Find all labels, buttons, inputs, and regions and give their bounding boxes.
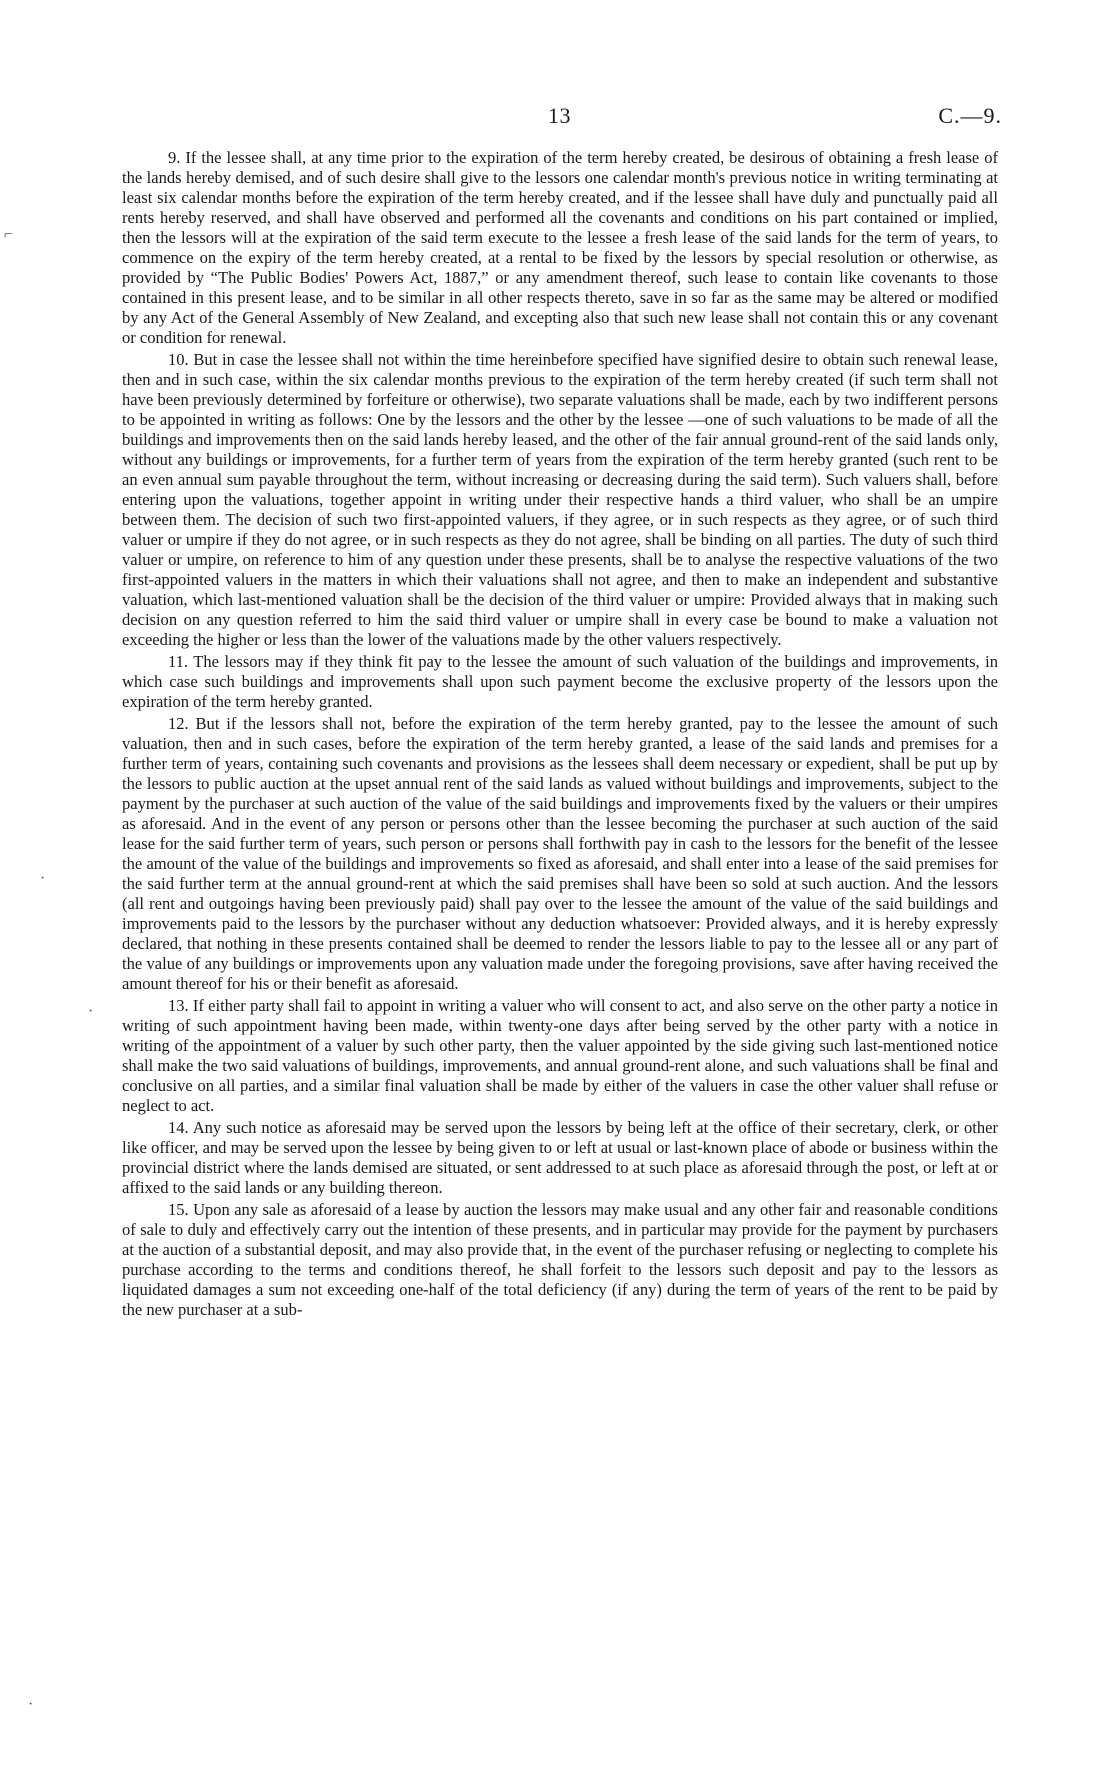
margin-dash-icon: ⌐ [4, 226, 14, 243]
margin-mark-icon: · [40, 870, 46, 887]
document-reference: C.—9. [938, 103, 1002, 128]
clause-10: 10. But in case the lessee shall not within the time hereinbefore specified have signified desire to obtain such renewal lease, then and in such case, within the six calendar months previous to the expiration of the term hereby created (if such term shall not have been previously determined by forfeiture or otherwise), two separate valuations shall be made, each by two indifferent persons to be appointed in writing as follows: One by the lessors and the other by the lessee —one of such valuations to be made of all the buildings and improvements then on the said lands hereby leased, and the other of the fair annual ground-rent of the said lands only, without any buildings or improvements, for a further term of years from the expiration of the term hereby granted (such rent to be an even annual sum payable throughout the term, without increasing or decreasing during the said term). Such valuers shall, before entering upon the valuations, together appoint in writing under their respective hands a third valuer, who shall be an umpire between them. The decision of such two first-appointed valuers, if they agree, or in such respects as they agree, or of such third valuer or umpire if they do not agree, or in such respects as they do not agree, shall be binding on all parties. The duty of such third valuer or umpire, on reference to him of any question under these presents, shall be to analyse the respective valuations of the two first-appointed valuers in the matters in which their valuations shall not agree, and then to make an independent and substantive valuation, which last-mentioned valuation shall be the decision of the third valuer or umpire: Provided always that in making such decision on any question referred to him the said third valuer or umpire shall in every case be bound to make a valuation not exceeding the higher or less than the lower of the valuations made by the other valuers respectively. [122, 350, 998, 649]
page-number: 13 [548, 103, 571, 128]
clause-12: 12. But if the lessors shall not, before the expiration of the term hereby granted, pay to the lessee the amount of such valuation, then and in such cases, before the expiration of the term hereby granted, a lease of the said lands and premises for a further term of years, containing such covenants and provisions as the lessees shall deem necessary or expedient, shall be put up by the lessors to public auction at the upset annual rent of the said lands as valued without buildings and improvements, subject to the payment by the purchaser at such auction of the value of the said buildings and improvements fixed by the valuers or their umpires as aforesaid. And in the event of any person or persons other than the lessee becoming the purchaser at such auction of the said lease for the said further term of years, such person or persons shall forthwith pay in cash to the lessors for the benefit of the lessee the amount of the value of the buildings and improvements so fixed as aforesaid, and shall enter into a lease of the said premises for the said further term at the annual ground-rent at which the said premises shall have been so sold at such auction. And the lessors (all rent and outgoings having been previously paid) shall pay over to the lessee the amount of the value of the said buildings and improvements paid to the lessors by the purchaser without any deduction whatsoever: Provided always, and it is hereby expressly declared, that nothing in these presents contained shall be deemed to render the lessors liable to pay to the lessee all or any part of the value of any buildings or improvements upon any valuation made under the foregoing provisions, save after having received the amount thereof for his or their benefit as aforesaid. [122, 714, 998, 993]
margin-mark-icon: · [28, 1696, 34, 1713]
margin-mark-icon: · [88, 1003, 94, 1020]
clause-15: 15. Upon any sale as aforesaid of a lease by auction the lessors may make usual and any other fair and reasonable conditions of sale to duly and effectively carry out the intention of these presents, and in particular may provide for the payment by purchasers at the auction of a substantial deposit, and may also provide that, in the event of the purchaser refusing or neglecting to complete his purchase according to the terms and conditions thereof, he shall forfeit to the lessors such deposit and pay to the lessors as liquidated damages a sum not exceeding one-half of the total deficiency (if any) during the term of years of the rent to be paid by the new purchaser at a sub- [122, 1200, 998, 1319]
page-header [0, 103, 1114, 135]
body-text [122, 148, 998, 1322]
clause-13: 13. If either party shall fail to appoint in writing a valuer who will consent to act, and also serve on the other party a notice in writing of such appointment having been made, within twenty-one days after being served by the other party with a notice in writing of the appointment of a valuer by such other party, then the valuer appointed by the side giving such last-mentioned notice shall make the two said valuations of buildings, improvements, and annual ground-rent alone, and such valuations shall be final and conclusive on all parties, and a similar final valuation shall be made by either of the valuers in case the other valuer shall refuse or neglect to act. [122, 996, 998, 1115]
clause-14: 14. Any such notice as aforesaid may be served upon the lessors by being left at the office of their secretary, clerk, or other like officer, and may be served upon the lessee by being given to or left at usual or last-known place of abode or business within the provincial district where the lands demised are situated, or sent addressed to at such place as aforesaid through the post, or left at or affixed to the said lands or any building thereon. [122, 1118, 998, 1197]
clause-11: 11. The lessors may if they think fit pay to the lessee the amount of such valuation of the buildings and improvements, in which case such buildings and improvements shall upon such payment become the exclusive property of the lessors upon the expiration of the term hereby granted. [122, 652, 998, 711]
clause-9: 9. If the lessee shall, at any time prior to the expiration of the term hereby created, be desirous of obtaining a fresh lease of the lands hereby demised, and of such desire shall give to the lessors one calendar month's previous notice in writing terminating at least six calendar months before the expiration of the term hereby created, and if the lessee shall have duly and punctually paid all rents hereby reserved, and shall have observed and performed all the covenants and conditions on his part contained or implied, then the lessors will at the expiration of the said term execute to the lessee a fresh lease of the said lands for the term of years, to commence on the expiry of the term hereby created, at a rental to be fixed by the lessors by special resolution or otherwise, as provided by “The Public Bodies' Powers Act, 1887,” or any amendment thereof, such lease to contain like covenants to those contained in this present lease, and to be similar in all other respects thereto, save in so far as the same may be altered or modified by any Act of the General Assembly of New Zealand, and excepting also that such new lease shall not contain this or any covenant or condition for renewal. [122, 148, 998, 347]
